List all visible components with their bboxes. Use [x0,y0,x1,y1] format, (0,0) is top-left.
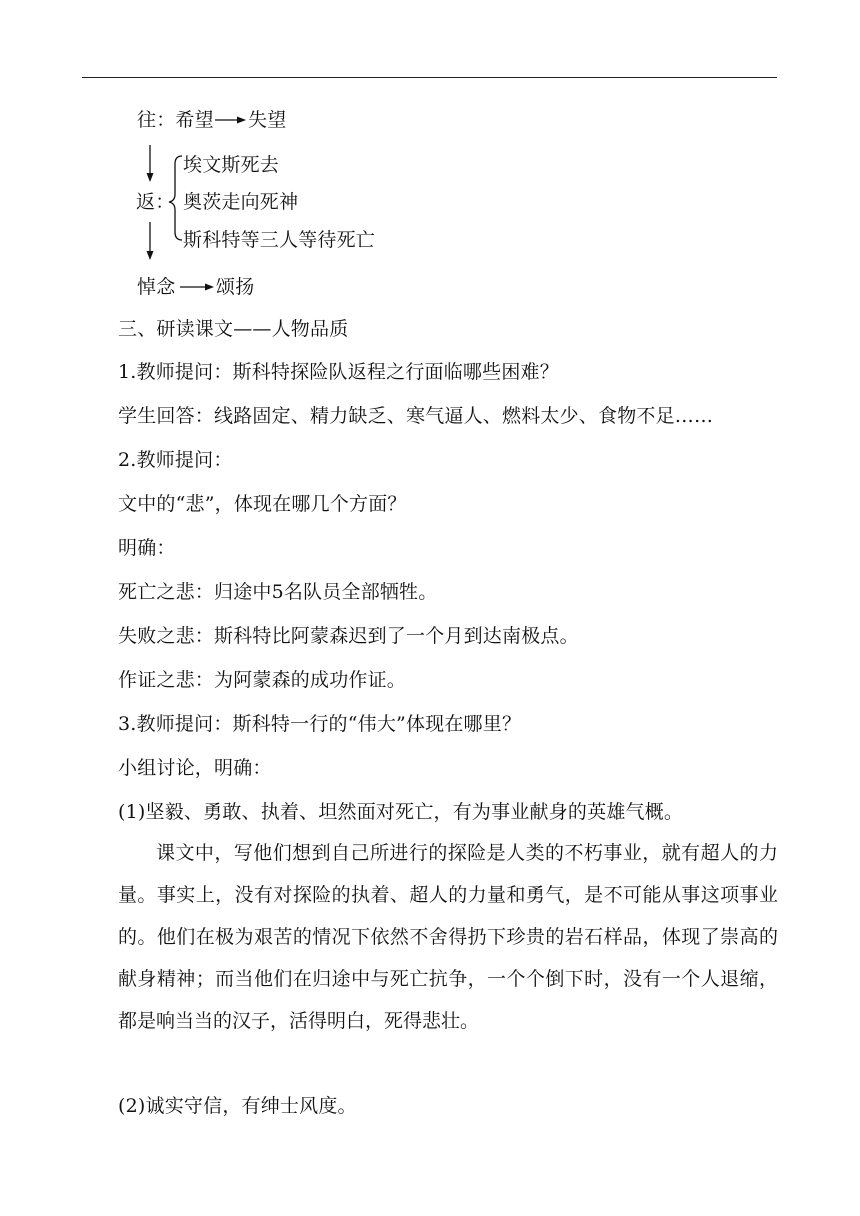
row3-target: 颂扬 [216,276,255,298]
down-arrow-head-1 [147,173,154,182]
sorrow-1: 死亡之悲：归途中5名队员全部牺牲。 [118,581,438,603]
question-2: 2.教师提问： [118,449,233,471]
branch-3: 斯科特等三人等待死亡 [183,229,376,251]
row1-label: 往：希望 [137,109,214,131]
section-heading: 三、研读课文——人物品质 [118,318,349,340]
row1-target: 失望 [248,109,287,131]
group-discussion: 小组讨论，明确： [118,757,272,779]
question-3: 3.教师提问：斯科特一行的“伟大”体现在哪里？ [118,713,522,735]
point-2: (2)诚实守信，有绅士风度。 [118,1095,357,1117]
sorrow-3: 作证之悲：为阿蒙森的成功作证。 [118,669,407,691]
question-2-body: 文中的“悲”，体现在哪几个方面？ [118,493,407,515]
answer-1: 学生回答：线路固定、精力缺乏、寒气逼人、燃料太少、食物不足…… [118,405,714,427]
back-label: 返： [136,191,175,213]
sorrow-2: 失败之悲：斯科特比阿蒙森迟到了一个月到达南极点。 [118,625,579,647]
arrow-head-1 [237,117,246,124]
branch-1: 埃文斯死去 [183,154,280,176]
journey-diagram [0,0,860,320]
arrow-head-2 [205,284,214,291]
branch-2: 奥茨走向死神 [183,191,299,213]
clarify-label: 明确： [118,537,176,559]
down-arrow-head-2 [147,251,154,260]
question-1: 1.教师提问：斯科特探险队返程之行面临哪些困难？ [118,361,559,383]
paragraph-2: 课文中，写他们想到自己所进行的探险是人类的不朽事业，就有超人的力量。事实上，没有对探险的执着、超人的力量和勇气，是不可能从事这项事业的。他们在极为艰苦的情况下依然不舍得扔下珍贵的岩石样品，体现了崇高的献身精神；而当他们在归途中与死亡抗争，一个个倒下时，没有一个人退缩，都是响当当的汉子，活得明白，死得悲壮。 [118,842,778,1032]
point-1: (1)坚毅、勇敢、执着、坦然面对死亡，有为事业献身的英雄气概。 [118,801,684,823]
row3-label: 悼念 [137,276,176,298]
